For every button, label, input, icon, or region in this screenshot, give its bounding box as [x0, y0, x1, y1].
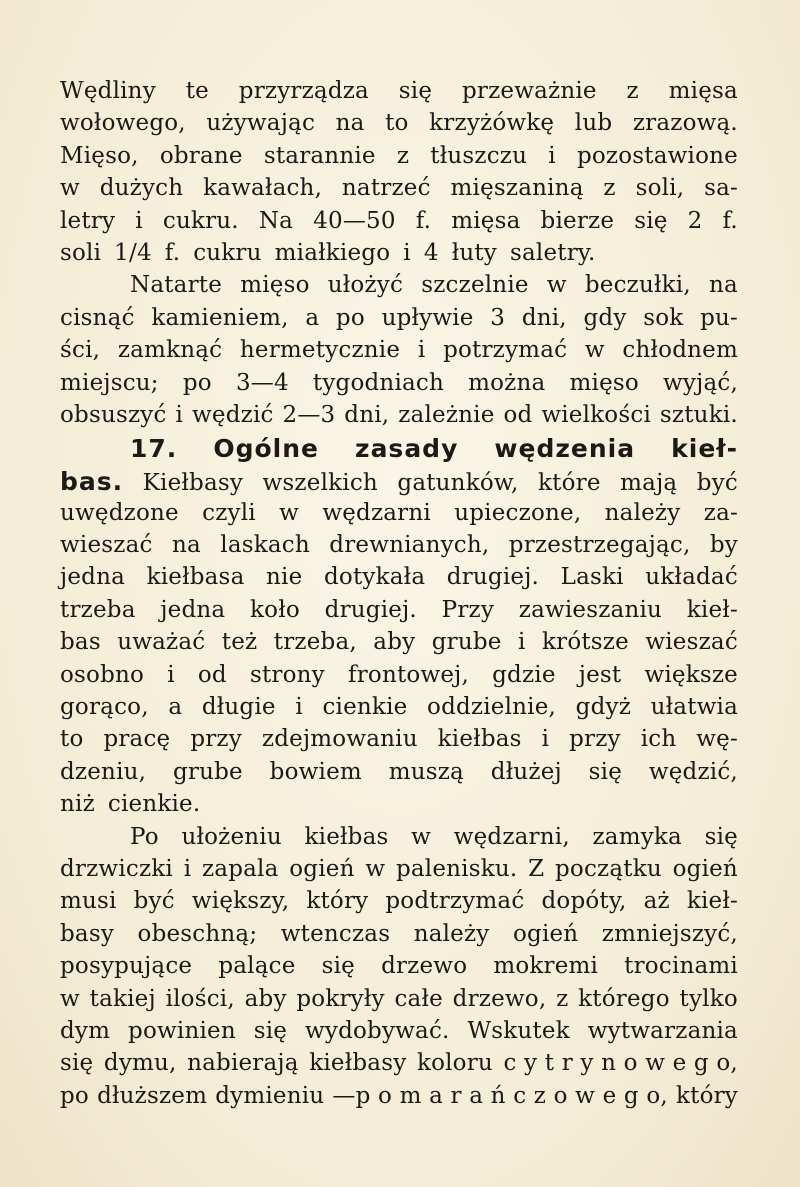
word: posypujące [60, 953, 193, 980]
word: dymieniu [215, 1082, 325, 1109]
word: gdy [583, 304, 627, 331]
word: przestrzegając, [508, 532, 691, 559]
word: muszą [388, 758, 464, 785]
word: z [626, 78, 639, 104]
heading-word: 17. [130, 434, 178, 464]
word: ilości, [165, 985, 235, 1012]
word: kawałach, [203, 175, 323, 202]
word: tłuszczu [430, 142, 528, 169]
text-line [60, 759, 738, 791]
word: 40—50 [313, 207, 396, 234]
word: i [417, 337, 426, 364]
word: i [135, 207, 143, 234]
word: wytwarzania [587, 1017, 738, 1044]
word: f. [415, 207, 432, 234]
word: się [321, 953, 355, 980]
word: i [518, 629, 526, 656]
word: nabierają [187, 1050, 299, 1077]
word: Natarte [130, 272, 223, 299]
word: dotykała [324, 564, 426, 591]
word: soli, [635, 175, 685, 202]
word: ogień [512, 920, 579, 947]
word: wołowego, [60, 110, 186, 137]
word: a [168, 694, 183, 721]
word: oddzielnie, [427, 694, 557, 721]
word: powinien [128, 1017, 236, 1044]
word: nie [266, 564, 303, 591]
word: ogień [672, 855, 738, 882]
word: mięsa [451, 207, 521, 234]
word: się [398, 78, 433, 104]
word: wę- [696, 726, 738, 753]
word: wędzić [192, 401, 274, 428]
word: w [60, 175, 80, 202]
text-line [60, 662, 738, 694]
word: —p o m a r a ń c z o w e g o, [332, 1082, 668, 1109]
word: to [385, 110, 409, 137]
word: na [171, 532, 201, 559]
word: się [60, 1050, 94, 1077]
word: grube [431, 629, 502, 656]
word: układać [645, 564, 738, 591]
word: w [584, 337, 605, 364]
word: w [279, 499, 300, 526]
text-line [60, 110, 738, 142]
word: się [634, 207, 668, 234]
word: soli [60, 239, 102, 266]
word: cisnąć [60, 304, 135, 331]
text-line [60, 143, 738, 175]
word: beczułki, [584, 272, 691, 299]
text-line [60, 1050, 738, 1082]
word: i [167, 661, 175, 688]
word: ułożyć [327, 272, 404, 299]
word: cukru [193, 239, 262, 266]
word: zamknąć [117, 337, 223, 364]
word: i [403, 239, 411, 266]
word: na [709, 272, 738, 299]
word: ułożeniu [181, 823, 282, 850]
text-line [60, 1018, 738, 1050]
word: w [60, 985, 80, 1012]
word: podtrzymać [385, 888, 525, 915]
word: drzwiczki [60, 855, 173, 882]
word: 1/4 [114, 239, 152, 266]
word: mięso [569, 369, 639, 396]
text-line [60, 694, 738, 726]
word: być [133, 888, 175, 915]
word: drewnianych, [329, 532, 490, 559]
word: cukru. [162, 207, 239, 234]
word: uwędzone [60, 499, 179, 526]
heading-word: zasady [355, 434, 459, 464]
word: mięsa [668, 78, 738, 104]
word: szczelnie [421, 272, 529, 299]
heading-word: bas. [60, 467, 124, 497]
word: starannie [263, 142, 376, 169]
word: Przy [441, 596, 495, 623]
text-line [60, 953, 738, 985]
word: od [197, 661, 227, 688]
word: Wędliny [60, 78, 156, 104]
text-line [60, 402, 738, 434]
word: sa- [704, 175, 738, 202]
word: po [182, 369, 212, 396]
word: wędzarni, [453, 823, 570, 850]
word: laskach [220, 532, 310, 559]
word: zapala [201, 855, 279, 882]
word: ści, [60, 337, 101, 364]
word: i [183, 855, 192, 882]
word: Laski [560, 564, 624, 591]
word: się [253, 1017, 288, 1044]
word: Z [528, 855, 545, 882]
word: czyli [202, 499, 256, 526]
text-line [60, 629, 738, 661]
word: dymu, [103, 1050, 177, 1077]
word: kiełbasy [309, 1050, 407, 1077]
word: też [221, 629, 258, 656]
text-line [60, 175, 738, 207]
word: łuty [451, 239, 497, 266]
word: jedna [60, 564, 125, 591]
word: drzewo, [452, 985, 547, 1012]
word: kamieniem, [151, 304, 289, 331]
word: i [175, 401, 184, 428]
word: saletry. [510, 239, 596, 266]
word: obeschną; [137, 920, 258, 947]
word: początku [555, 855, 662, 882]
word: należy [604, 499, 681, 526]
word: strony [249, 661, 325, 688]
word: wędzarni [322, 499, 431, 526]
text-line [60, 240, 738, 272]
word: lub [574, 110, 613, 137]
word: to [60, 726, 84, 753]
word: 2—3 [282, 401, 336, 428]
word: wtenczas [280, 920, 391, 947]
word: f. [722, 207, 738, 234]
word: używając [206, 110, 316, 137]
word: koło [250, 596, 300, 623]
word: Na [258, 207, 294, 234]
word: kieł- [686, 888, 738, 915]
word: od [503, 401, 533, 428]
word: grube [172, 758, 243, 785]
word: mięso [240, 272, 310, 299]
word: trocinami [624, 953, 738, 980]
word: palenisku. [395, 855, 518, 882]
word: zawieszaniu [518, 596, 663, 623]
text-line [60, 597, 738, 629]
word: dłużej [490, 758, 562, 785]
text-line [60, 208, 738, 240]
word: pu- [700, 304, 738, 331]
section-heading-line [60, 434, 738, 467]
word: kiełbas [437, 726, 522, 753]
word: się [588, 758, 623, 785]
word: zależnie [398, 401, 495, 428]
text-line [60, 564, 738, 596]
word: dni, [521, 304, 567, 331]
word: wszelkich [262, 470, 378, 497]
word: długie [201, 694, 276, 721]
word: bas [60, 629, 101, 656]
word: miałkiego [274, 239, 391, 266]
word: Mięso, [60, 142, 139, 169]
word: który [675, 1082, 738, 1109]
text-line [60, 370, 738, 402]
word: przy [569, 726, 621, 753]
text-line [60, 986, 738, 1018]
word: całe [394, 985, 443, 1012]
word: hermetycznie [239, 337, 401, 364]
text-line [60, 791, 738, 823]
word: 3 [490, 304, 506, 331]
word: 3—4 [235, 369, 289, 396]
text-line [60, 467, 738, 499]
word: zdejmowaniu [261, 726, 418, 753]
word: Wskutek [467, 1017, 570, 1044]
word: wyjąć, [663, 369, 738, 396]
word: z [603, 175, 616, 202]
word: trzeba [60, 596, 136, 623]
word: 2 [687, 207, 703, 234]
word: natrzeć [341, 175, 431, 202]
word: gdzie [492, 661, 556, 688]
text-line [60, 856, 738, 888]
heading-word: wędzenia [494, 434, 636, 464]
word: można [468, 369, 546, 396]
word: letry [60, 207, 116, 234]
word: mokremi [493, 953, 599, 980]
text-line [60, 305, 738, 337]
word: sztuki. [659, 401, 738, 428]
word: dopóty, [541, 888, 627, 915]
word: krzyżówkę [429, 110, 555, 137]
word: ułatwia [650, 694, 738, 721]
text-line [60, 888, 738, 920]
word: kieł- [686, 596, 738, 623]
word: niż [60, 791, 95, 818]
word: upływie [381, 304, 474, 331]
word: aż [643, 888, 670, 915]
word: basy [60, 920, 115, 947]
text-line [60, 337, 738, 369]
text-line [60, 78, 738, 110]
word: musi [60, 888, 117, 915]
word: chłodnem [622, 337, 738, 364]
word: i [295, 694, 303, 721]
word: przyrządza [238, 78, 369, 104]
word: z [396, 142, 410, 169]
word: a [305, 304, 320, 331]
word: którego [578, 985, 670, 1012]
word: cienkie. [107, 791, 201, 818]
word: pracę [103, 726, 171, 753]
text-line [60, 500, 738, 532]
word: obsuszyć [60, 401, 167, 428]
word: tygodniach [312, 369, 445, 396]
word: aby [373, 629, 416, 656]
word: krótsze [541, 629, 629, 656]
word: wieszać [645, 629, 738, 656]
word: tylko [679, 985, 738, 1012]
heading-word: kieł- [671, 434, 738, 464]
word: być [696, 470, 738, 497]
word: uważać [117, 629, 206, 656]
word: frontowej, [347, 661, 469, 688]
word: większe [644, 661, 738, 688]
word: Po [130, 823, 159, 850]
word: zrazową. [632, 110, 738, 137]
word: te [185, 78, 209, 104]
word: drugiej. [324, 596, 417, 623]
word: ogień [289, 855, 355, 882]
word: i [548, 142, 556, 169]
word: które [538, 470, 601, 497]
word: który [306, 888, 369, 915]
word: Kiełbasy [142, 470, 244, 497]
word: palące [218, 953, 296, 980]
word: c y t r y n o w e g o, [503, 1050, 738, 1077]
word: 4 [423, 239, 439, 266]
word: po [335, 304, 365, 331]
text-line [60, 532, 738, 564]
word: po [60, 1082, 89, 1109]
word: bierze [540, 207, 615, 234]
word: wędzić, [648, 758, 738, 785]
word: ich [640, 726, 677, 753]
word: miejscu; [60, 369, 159, 396]
word: większy, [191, 888, 290, 915]
text-line [60, 824, 738, 856]
word: dni, [344, 401, 390, 428]
word: wielkości [541, 401, 651, 428]
word: za- [703, 499, 738, 526]
word: dużych [99, 175, 184, 202]
word: zamyka [592, 823, 682, 850]
text-line [60, 921, 738, 953]
word: upieczone, [454, 499, 582, 526]
word: mają [620, 470, 678, 497]
word: gatunków, [397, 470, 519, 497]
word: dzeniu, [60, 758, 147, 785]
word: jest [578, 661, 622, 688]
word: należy [413, 920, 490, 947]
word: takiej [89, 985, 156, 1012]
word: trzeba, [273, 629, 357, 656]
word: f. [164, 239, 181, 266]
word: się [704, 823, 738, 850]
word: mięszaniną [450, 175, 584, 202]
text-line [60, 272, 738, 304]
word: w [546, 272, 567, 299]
word: aby [244, 985, 287, 1012]
word: potrzymać [443, 337, 568, 364]
heading-word: Ogólne [213, 434, 319, 464]
word: by [709, 532, 738, 559]
word: pokryły [296, 985, 385, 1012]
word: cienkie [322, 694, 408, 721]
text-line [60, 1083, 738, 1115]
word: w [365, 855, 386, 882]
word: drzewo [381, 953, 468, 980]
word: gdyż [575, 694, 632, 721]
word: przy [190, 726, 242, 753]
word: w [411, 823, 432, 850]
word: wydobywać. [305, 1017, 450, 1044]
word: na [335, 110, 365, 137]
word: gorąco, [60, 694, 149, 721]
word: koloru [416, 1050, 493, 1077]
word: drugiej. [446, 564, 540, 591]
word: przeważnie [461, 78, 597, 104]
word: osobno [60, 661, 145, 688]
word: kiełbas [304, 823, 389, 850]
word: obrane [159, 142, 243, 169]
word: bowiem [269, 758, 362, 785]
word: dym [60, 1017, 111, 1044]
text-line [60, 726, 738, 758]
word: i [541, 726, 550, 753]
word: pozostawione [576, 142, 738, 169]
word: kiełbasa [146, 564, 245, 591]
word: zmniejszyć, [601, 920, 738, 947]
word: jedna [160, 596, 226, 623]
word: sok [643, 304, 684, 331]
word: z [556, 985, 569, 1012]
word: dłuższem [97, 1082, 208, 1109]
word: wieszać [60, 532, 153, 559]
